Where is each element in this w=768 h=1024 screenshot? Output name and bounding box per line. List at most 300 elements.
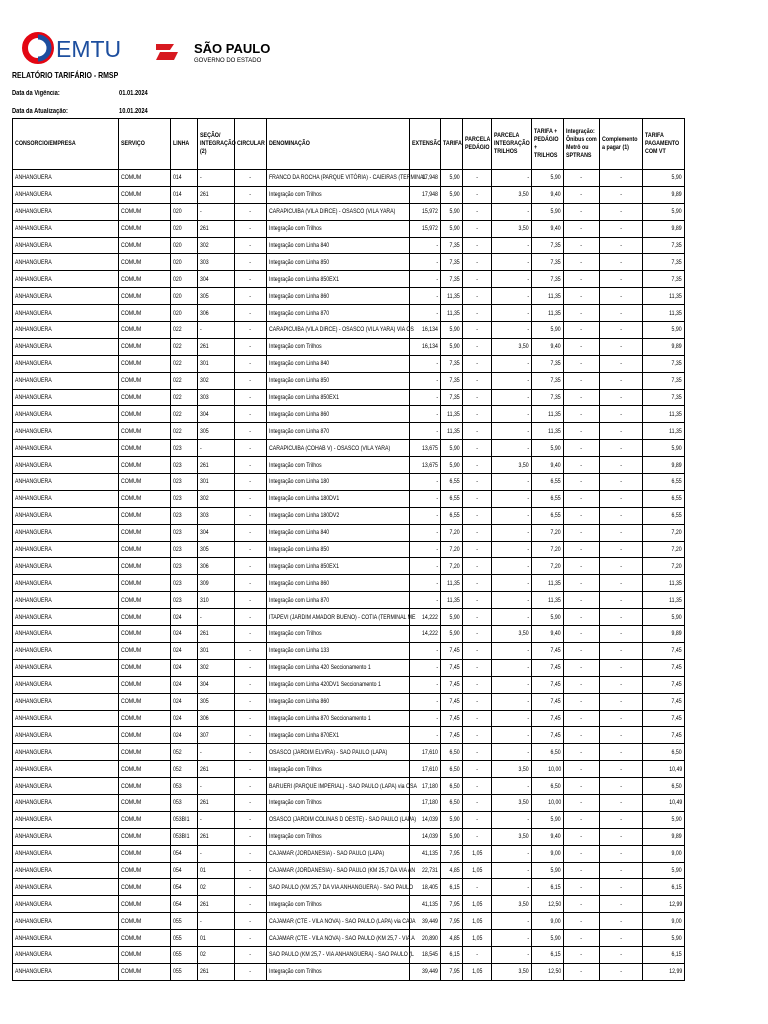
- cell-consorcio: [13, 811, 119, 828]
- cell-tarifa-vt: [643, 288, 685, 305]
- cell-parcela-pedagio-text: -: [476, 664, 478, 672]
- cell-linha: [171, 727, 198, 744]
- cell-linha-text: 020: [173, 208, 182, 216]
- cell-tarifa-vt: [643, 440, 685, 457]
- cell-consorcio: [13, 186, 119, 203]
- cell-denominacao-text: Integração com Trilhos: [269, 630, 322, 638]
- cell-parcela-pedagio-text: -: [476, 258, 478, 266]
- cell-tarifa: [441, 761, 463, 778]
- cell-linha-text: 055: [173, 934, 182, 942]
- table-row: [13, 271, 685, 288]
- cell-secao-integracao: [198, 355, 235, 372]
- cell-integracao-onibus-metro: [564, 474, 600, 491]
- cell-secao-integracao-text: 305: [200, 427, 209, 435]
- cell-integracao-onibus-metro-text: -: [580, 410, 583, 418]
- cell-denominacao: [267, 963, 410, 980]
- cell-tarifa-text: 4,85: [449, 934, 460, 942]
- cell-linha-text: 055: [173, 917, 182, 925]
- cell-circular-text: -: [249, 394, 252, 402]
- cell-linha-text: 052: [173, 748, 182, 756]
- cell-tarifa-vt: [643, 186, 685, 203]
- cell-extensao: [410, 372, 441, 389]
- cell-tarifa-total: [532, 778, 564, 795]
- cell-tarifa: [441, 490, 463, 507]
- cell-linha: [171, 507, 198, 524]
- cell-parcela-integracao-trilhos-text: -: [527, 360, 529, 368]
- cell-tarifa-text: 5,90: [449, 225, 460, 233]
- cell-linha: [171, 457, 198, 474]
- cell-consorcio: [13, 322, 119, 339]
- cell-denominacao-text: Integração com Linha 850: [269, 377, 330, 385]
- cell-denominacao-text: Integração com Linha 133: [269, 647, 330, 655]
- cell-parcela-pedagio-text: -: [476, 326, 478, 334]
- cell-parcela-pedagio-text: -: [476, 292, 478, 300]
- cell-tarifa-vt: [643, 457, 685, 474]
- cell-circular-text: -: [249, 562, 252, 570]
- cell-integracao-onibus-metro-text: -: [580, 258, 583, 266]
- cell-servico: [119, 490, 171, 507]
- cell-secao-integracao-text: 302: [200, 377, 209, 385]
- cell-consorcio: [13, 778, 119, 795]
- cell-servico-text: COMUM: [121, 360, 142, 368]
- cell-tarifa: [441, 896, 463, 913]
- cell-secao-integracao: [198, 845, 235, 862]
- cell-linha-text: 023: [173, 562, 182, 570]
- cell-parcela-pedagio: [463, 811, 492, 828]
- cell-complemento-pagar-text: -: [620, 478, 622, 486]
- cell-tarifa-text: 5,90: [449, 343, 460, 351]
- cell-consorcio: [13, 845, 119, 862]
- header-servico-label: SERVIÇO: [121, 140, 145, 147]
- cell-parcela-pedagio: [463, 490, 492, 507]
- cell-integracao-onibus-metro-text: -: [580, 664, 583, 672]
- cell-integracao-onibus-metro: [564, 862, 600, 879]
- cell-tarifa-total: [532, 389, 564, 406]
- cell-secao-integracao: [198, 896, 235, 913]
- cell-tarifa-vt: [643, 170, 685, 187]
- cell-servico: [119, 507, 171, 524]
- cell-secao-integracao-text: -: [200, 613, 202, 621]
- cell-complemento-pagar: [600, 744, 643, 761]
- cell-parcela-pedagio: [463, 440, 492, 457]
- cell-tarifa-total: [532, 305, 564, 322]
- cell-tarifa-vt: [643, 220, 685, 237]
- report-title: RELATÓRIO TARIFÁRIO - RMSP: [12, 70, 119, 80]
- cell-secao-integracao: [198, 288, 235, 305]
- table-row: [13, 794, 685, 811]
- cell-denominacao-text: FRANCO DA ROCHA (PARQUE VITÓRIA) - CAIEIRAS (TERMINAL: [269, 174, 427, 182]
- cell-secao-integracao: [198, 963, 235, 980]
- cell-tarifa: [441, 474, 463, 491]
- cell-circular-text: -: [249, 917, 252, 925]
- cell-consorcio-text: ANHANGUERA: [15, 275, 52, 283]
- cell-parcela-pedagio-text: -: [476, 833, 478, 841]
- cell-consorcio-text: ANHANGUERA: [15, 883, 52, 891]
- cell-parcela-integracao-trilhos-text: -: [527, 326, 529, 334]
- cell-linha-text: 054: [173, 866, 182, 874]
- cell-tarifa-total: [532, 440, 564, 457]
- cell-linha: [171, 524, 198, 541]
- cell-tarifa: [441, 541, 463, 558]
- cell-circular-text: -: [249, 714, 252, 722]
- cell-consorcio: [13, 592, 119, 609]
- cell-servico: [119, 794, 171, 811]
- cell-extensao: [410, 338, 441, 355]
- cell-extensao: [410, 963, 441, 980]
- cell-complemento-pagar: [600, 254, 643, 271]
- cell-tarifa-vt: [643, 355, 685, 372]
- cell-secao-integracao: [198, 761, 235, 778]
- cell-secao-integracao-text: 261: [200, 630, 209, 638]
- cell-consorcio-text: ANHANGUERA: [15, 258, 52, 266]
- cell-integracao-onibus-metro-text: -: [580, 968, 583, 976]
- cell-integracao-onibus-metro: [564, 693, 600, 710]
- cell-servico-text: COMUM: [121, 258, 142, 266]
- cell-parcela-pedagio-text: -: [476, 275, 478, 283]
- cell-tarifa-total: [532, 355, 564, 372]
- cell-linha: [171, 355, 198, 372]
- cell-denominacao-text: Integração com Linha 840: [269, 360, 330, 368]
- cell-tarifa-vt: [643, 271, 685, 288]
- cell-linha: [171, 220, 198, 237]
- cell-denominacao: [267, 592, 410, 609]
- cell-integracao-onibus-metro-text: -: [580, 242, 583, 249]
- cell-complemento-pagar: [600, 406, 643, 423]
- cell-circular: [235, 474, 267, 491]
- cell-parcela-pedagio: [463, 389, 492, 406]
- cell-complemento-pagar: [600, 609, 643, 626]
- cell-complemento-pagar-text: -: [620, 427, 622, 435]
- cell-servico: [119, 305, 171, 322]
- header-parcela-integracao-trilhos: [492, 119, 532, 170]
- table-row: [13, 963, 685, 980]
- cell-tarifa-total: [532, 592, 564, 609]
- cell-servico-text: COMUM: [121, 275, 142, 283]
- cell-tarifa-vt-text: 6,50: [671, 782, 682, 790]
- cell-circular-text: -: [249, 883, 252, 891]
- tariff-table: [12, 118, 685, 981]
- cell-integracao-onibus-metro-text: -: [580, 461, 583, 469]
- cell-linha-text: 053: [173, 799, 182, 807]
- cell-linha-text: 054: [173, 850, 182, 858]
- cell-integracao-onibus-metro: [564, 271, 600, 288]
- cell-parcela-pedagio: [463, 609, 492, 626]
- cell-secao-integracao-text: 307: [200, 731, 209, 739]
- cell-linha-text: 053BI1: [173, 816, 190, 824]
- cell-complemento-pagar-text: -: [620, 765, 622, 773]
- cell-parcela-integracao-trilhos: [492, 507, 532, 524]
- table-row: [13, 828, 685, 845]
- cell-tarifa-total-text: 9,40: [550, 630, 561, 638]
- cell-complemento-pagar: [600, 338, 643, 355]
- cell-servico: [119, 896, 171, 913]
- cell-tarifa-vt-text: 7,45: [671, 647, 682, 655]
- cell-linha: [171, 828, 198, 845]
- cell-tarifa-total: [532, 761, 564, 778]
- cell-servico: [119, 406, 171, 423]
- cell-parcela-pedagio: [463, 761, 492, 778]
- cell-parcela-integracao-trilhos-text: 3,50: [518, 343, 529, 351]
- cell-integracao-onibus-metro: [564, 389, 600, 406]
- cell-circular: [235, 440, 267, 457]
- cell-tarifa-text: 6,55: [449, 495, 460, 503]
- cell-tarifa-total: [532, 862, 564, 879]
- table-row: [13, 676, 685, 693]
- table-body: [13, 170, 685, 981]
- cell-consorcio-text: ANHANGUERA: [15, 326, 52, 334]
- cell-tarifa-text: 7,95: [449, 900, 460, 908]
- header-logos: [18, 28, 278, 68]
- cell-parcela-pedagio: [463, 946, 492, 963]
- cell-integracao-onibus-metro-text: -: [580, 613, 583, 621]
- cell-parcela-integracao-trilhos-text: -: [527, 394, 529, 402]
- cell-tarifa-total: [532, 811, 564, 828]
- cell-parcela-integracao-trilhos: [492, 896, 532, 913]
- cell-tarifa-total-text: 7,20: [550, 546, 561, 554]
- cell-tarifa-text: 5,90: [449, 833, 460, 841]
- cell-consorcio: [13, 710, 119, 727]
- cell-integracao-onibus-metro-text: -: [580, 782, 583, 790]
- table-row: [13, 288, 685, 305]
- cell-servico: [119, 271, 171, 288]
- cell-tarifa-total-text: 6,50: [550, 782, 561, 790]
- cell-servico: [119, 642, 171, 659]
- cell-secao-integracao-text: -: [200, 208, 202, 216]
- cell-denominacao-text: Integração com Linha 870 Seccionamento 1: [269, 714, 371, 722]
- cell-circular: [235, 186, 267, 203]
- cell-linha-text: 020: [173, 309, 182, 317]
- table-row: [13, 592, 685, 609]
- cell-parcela-pedagio-text: -: [476, 529, 478, 537]
- cell-integracao-onibus-metro: [564, 828, 600, 845]
- cell-consorcio-text: ANHANGUERA: [15, 596, 52, 604]
- cell-parcela-pedagio: [463, 626, 492, 643]
- cell-circular-text: -: [249, 461, 252, 469]
- cell-complemento-pagar: [600, 811, 643, 828]
- cell-extensao-text: 16,134: [422, 343, 438, 351]
- cell-denominacao: [267, 930, 415, 947]
- cell-tarifa-text: 7,35: [449, 242, 460, 249]
- cell-integracao-onibus-metro: [564, 727, 600, 744]
- cell-integracao-onibus-metro-text: -: [580, 765, 583, 773]
- cell-tarifa-vt-text: 11,35: [669, 410, 682, 418]
- cell-tarifa: [441, 862, 463, 879]
- cell-tarifa-vt: [643, 896, 685, 913]
- cell-parcela-pedagio-text: 1,05: [471, 866, 483, 874]
- cell-integracao-onibus-metro: [564, 845, 600, 862]
- cell-circular: [235, 828, 267, 845]
- cell-parcela-pedagio-text: 1,05: [471, 850, 483, 858]
- cell-servico: [119, 372, 171, 389]
- cell-consorcio-text: ANHANGUERA: [15, 360, 52, 368]
- cell-extensao: [410, 186, 441, 203]
- cell-integracao-onibus-metro: [564, 490, 600, 507]
- cell-complemento-pagar-text: -: [620, 529, 622, 537]
- cell-tarifa-total-text: 7,45: [550, 647, 561, 655]
- table-row: [13, 474, 685, 491]
- cell-secao-integracao-text: 261: [200, 191, 209, 199]
- cell-denominacao-text: Integração com Linha 420 Seccionamento 1: [269, 664, 371, 672]
- cell-extensao: [410, 507, 441, 524]
- cell-servico: [119, 946, 171, 963]
- cell-extensao: [410, 406, 441, 423]
- cell-servico-text: COMUM: [121, 427, 142, 435]
- cell-consorcio: [13, 524, 119, 541]
- cell-circular-text: -: [249, 647, 252, 655]
- cell-integracao-onibus-metro-text: -: [580, 562, 583, 570]
- cell-extensao-text: 20,890: [422, 934, 438, 942]
- cell-linha-text: 020: [173, 225, 182, 233]
- cell-tarifa-vt: [643, 389, 685, 406]
- cell-extensao: [410, 389, 441, 406]
- cell-integracao-onibus-metro-text: -: [580, 444, 583, 452]
- cell-linha-text: 023: [173, 444, 182, 452]
- cell-tarifa-text: 11,35: [447, 579, 460, 587]
- table-row: [13, 896, 685, 913]
- cell-circular-text: -: [249, 258, 252, 266]
- cell-extensao-text: -: [436, 664, 438, 672]
- cell-consorcio: [13, 389, 119, 406]
- cell-secao-integracao-text: 261: [200, 799, 209, 807]
- cell-integracao-onibus-metro: [564, 930, 600, 947]
- cell-circular-text: -: [249, 833, 252, 841]
- cell-complemento-pagar: [600, 389, 643, 406]
- cell-servico: [119, 659, 171, 676]
- cell-parcela-pedagio: [463, 254, 492, 271]
- cell-tarifa-vt-text: 7,45: [671, 714, 682, 722]
- cell-complemento-pagar: [600, 930, 643, 947]
- cell-integracao-onibus-metro-text: -: [580, 208, 583, 216]
- cell-servico: [119, 811, 171, 828]
- cell-tarifa-vt-text: 7,35: [671, 275, 682, 283]
- table-row: [13, 879, 685, 896]
- cell-tarifa-total-text: 7,35: [550, 258, 561, 266]
- cell-denominacao: [267, 575, 410, 592]
- cell-parcela-integracao-trilhos-text: -: [527, 292, 529, 300]
- cell-tarifa-total: [532, 575, 564, 592]
- table-row: [13, 338, 685, 355]
- cell-servico: [119, 423, 171, 440]
- cell-integracao-onibus-metro-text: -: [580, 275, 583, 283]
- cell-parcela-pedagio-text: -: [476, 394, 478, 402]
- cell-denominacao: [267, 490, 410, 507]
- cell-secao-integracao-text: 261: [200, 765, 209, 773]
- cell-tarifa-vt-text: 7,35: [671, 360, 682, 368]
- cell-servico-text: COMUM: [121, 596, 142, 604]
- cell-tarifa-text: 11,35: [447, 309, 460, 317]
- cell-parcela-pedagio: [463, 744, 492, 761]
- cell-linha-text: 023: [173, 495, 182, 503]
- cell-secao-integracao-text: 261: [200, 461, 209, 469]
- header-secao-integracao-label: SEÇÃO/ INTEGRAÇÃO (2): [200, 132, 236, 155]
- cell-denominacao: [267, 693, 410, 710]
- header-consorcio: [13, 119, 119, 170]
- cell-secao-integracao-text: -: [200, 326, 202, 334]
- cell-tarifa-vt: [643, 963, 685, 980]
- cell-denominacao-text: Integração com Linha 840: [269, 242, 330, 249]
- cell-servico: [119, 474, 171, 491]
- cell-consorcio-text: ANHANGUERA: [15, 512, 52, 520]
- cell-linha: [171, 338, 198, 355]
- cell-integracao-onibus-metro-text: -: [580, 309, 583, 317]
- cell-consorcio-text: ANHANGUERA: [15, 782, 52, 790]
- cell-secao-integracao: [198, 676, 235, 693]
- cell-denominacao-text: Integração com Trilhos: [269, 799, 322, 807]
- cell-tarifa-vt-text: 7,35: [671, 258, 682, 266]
- cell-linha: [171, 490, 198, 507]
- cell-tarifa-total-text: 5,90: [550, 444, 561, 452]
- cell-linha: [171, 862, 198, 879]
- cell-extensao: [410, 558, 441, 575]
- cell-parcela-integracao-trilhos: [492, 406, 532, 423]
- cell-secao-integracao-text: 304: [200, 681, 209, 689]
- cell-tarifa-vt: [643, 778, 685, 795]
- cell-linha: [171, 794, 198, 811]
- cell-consorcio-text: ANHANGUERA: [15, 478, 52, 486]
- cell-linha: [171, 879, 198, 896]
- cell-consorcio: [13, 288, 119, 305]
- cell-parcela-integracao-trilhos-text: -: [527, 512, 529, 520]
- cell-secao-integracao-text: 304: [200, 529, 209, 537]
- cell-extensao-text: 13,675: [422, 444, 438, 452]
- cell-denominacao: [267, 186, 410, 203]
- cell-secao-integracao: [198, 507, 235, 524]
- cell-linha: [171, 322, 198, 339]
- cell-parcela-integracao-trilhos: [492, 288, 532, 305]
- cell-parcela-pedagio-text: -: [476, 714, 478, 722]
- cell-extensao-text: 14,039: [422, 816, 438, 824]
- cell-extensao: [410, 524, 441, 541]
- cell-denominacao: [267, 271, 410, 288]
- cell-parcela-pedagio: [463, 693, 492, 710]
- cell-tarifa-text: 7,20: [449, 562, 460, 570]
- cell-denominacao: [267, 372, 410, 389]
- cell-linha-text: 014: [173, 191, 182, 199]
- cell-parcela-integracao-trilhos: [492, 355, 532, 372]
- cell-parcela-pedagio-text: -: [476, 360, 478, 368]
- cell-parcela-integracao-trilhos-text: 3,50: [518, 225, 529, 233]
- cell-linha: [171, 946, 198, 963]
- cell-secao-integracao-text: 02: [200, 883, 206, 891]
- cell-complemento-pagar: [600, 592, 643, 609]
- cell-tarifa-vt-text: 7,20: [671, 562, 682, 570]
- cell-linha: [171, 440, 198, 457]
- cell-tarifa-vt: [643, 237, 685, 254]
- cell-parcela-pedagio-text: -: [476, 546, 478, 554]
- cell-denominacao-text: CARAPICUIBA (COHAB V) - OSASCO (VILA YARA): [269, 444, 391, 452]
- cell-parcela-pedagio: [463, 778, 492, 795]
- cell-secao-integracao-text: 301: [200, 360, 209, 368]
- cell-servico-text: COMUM: [121, 883, 142, 891]
- cell-circular: [235, 761, 267, 778]
- cell-linha-text: 023: [173, 579, 182, 587]
- atualizacao-value: 10.01.2024: [119, 108, 148, 115]
- cell-secao-integracao-text: 02: [200, 951, 206, 959]
- cell-parcela-integracao-trilhos-text: -: [527, 647, 529, 655]
- cell-extensao-text: -: [436, 596, 438, 604]
- cell-complemento-pagar: [600, 845, 643, 862]
- cell-tarifa-total-text: 11,35: [548, 427, 561, 435]
- cell-integracao-onibus-metro: [564, 440, 600, 457]
- cell-complemento-pagar: [600, 626, 643, 643]
- cell-integracao-onibus-metro: [564, 609, 600, 626]
- cell-extensao-text: 41,135: [422, 900, 438, 908]
- cell-linha-text: 022: [173, 427, 182, 435]
- table-row: [13, 642, 685, 659]
- cell-servico: [119, 609, 171, 626]
- cell-parcela-pedagio: [463, 406, 492, 423]
- cell-circular-text: -: [249, 546, 252, 554]
